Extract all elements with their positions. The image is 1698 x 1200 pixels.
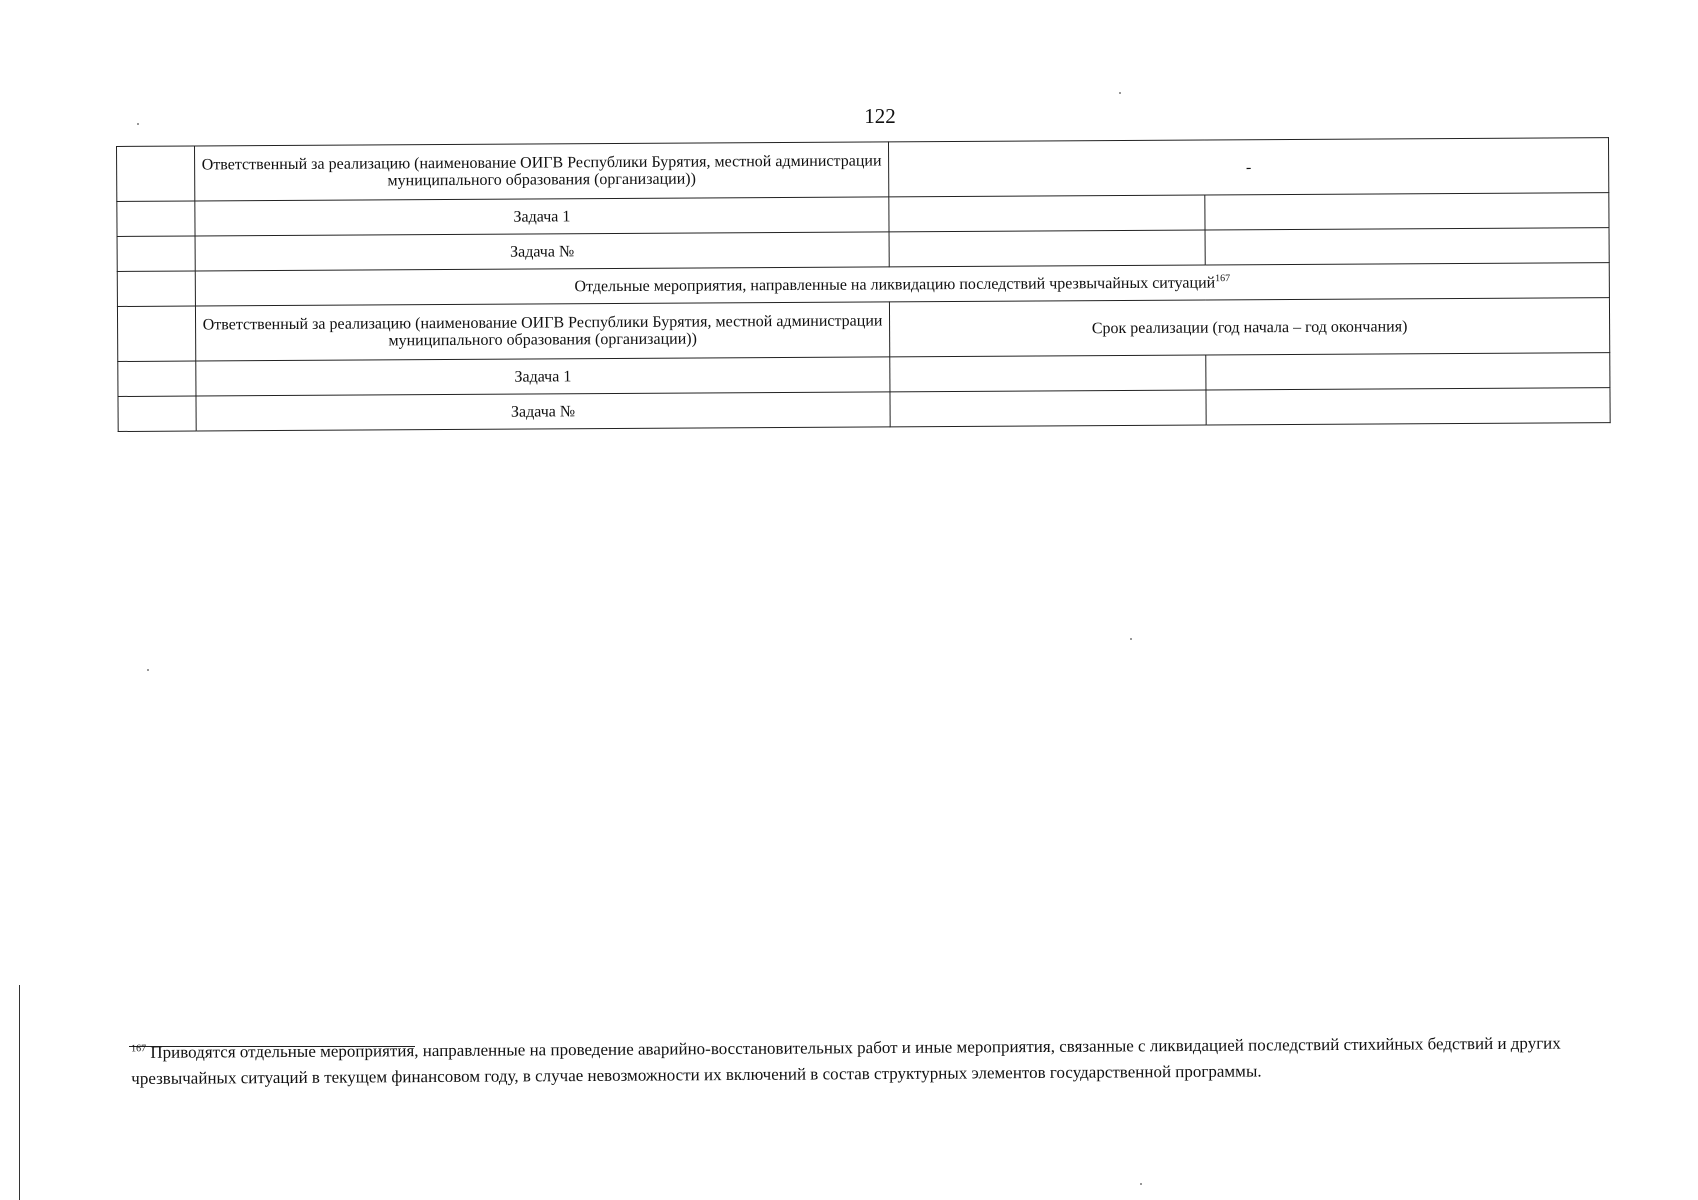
task-label-cell: Задача 1 (196, 357, 890, 396)
page-number: 122 (864, 104, 896, 128)
scan-speck (137, 123, 139, 125)
empty-cell (1205, 228, 1609, 265)
scan-speck (1130, 638, 1132, 640)
task-label-cell: Задача 1 (195, 197, 889, 236)
period-header-cell: Срок реализации (год начала – год окончания) (889, 298, 1609, 357)
document-table (116, 137, 1611, 432)
row-number-cell (117, 236, 195, 271)
responsible-label-cell: Ответственный за реализацию (наименование ОИГВ Республики Бурятия, местной администрации муниципального образования (организации)) (195, 302, 889, 361)
empty-cell (889, 195, 1205, 232)
scan-speck (1140, 1183, 1142, 1185)
footnote-reference: 167 (1215, 272, 1231, 284)
row-number-cell (117, 201, 195, 236)
scan-speck (147, 669, 149, 671)
responsible-label-cell: Ответственный за реализацию (наименование ОИГВ Республики Бурятия, местной администрации муниципального образования (организации)) (195, 142, 889, 201)
empty-cell (890, 390, 1206, 427)
table-row (117, 298, 1609, 362)
table-row (117, 138, 1609, 202)
responsible-value-cell: - (888, 138, 1608, 197)
footnote-number: 167 (131, 1043, 147, 1055)
empty-cell (1205, 193, 1609, 230)
section-heading-text: Отдельные мероприятия, направленные на ликвидацию последствий чрезвычайных ситуаций (574, 273, 1216, 295)
scan-speck (1119, 92, 1121, 94)
task-label-cell: Задача № (195, 232, 889, 271)
empty-cell (890, 355, 1206, 392)
row-number-cell (117, 146, 195, 201)
row-number-cell (118, 396, 196, 431)
footnote (131, 1030, 1581, 1092)
row-number-cell (118, 361, 196, 396)
footnote-text: Приводятся отдельные мероприятия, направленные на проведение аварийно-восстановительных работ и иные мероприятия, связанные с ликвидацией последствий стихийных бедствий и других чрезвычайных ситуаций в текущем финансовом году, в случае невозможности их включений в состав структурных элементов государственной программы. (131, 1033, 1561, 1088)
scan-margin-line (19, 985, 20, 1200)
empty-cell (1206, 388, 1610, 425)
row-number-cell (117, 271, 195, 306)
table-row (118, 388, 1610, 432)
row-number-cell (117, 306, 195, 361)
task-label-cell: Задача № (196, 392, 890, 431)
empty-cell (889, 230, 1205, 267)
empty-cell (1206, 353, 1610, 390)
